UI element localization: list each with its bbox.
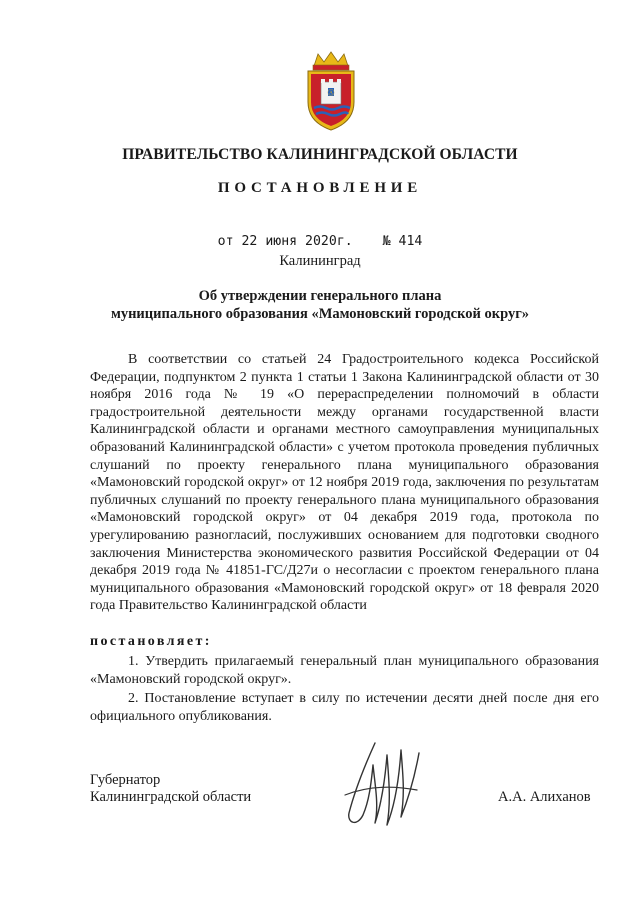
coat-of-arms-emblem <box>300 50 362 132</box>
date-month: июня <box>265 234 298 249</box>
handwritten-signature <box>335 735 425 835</box>
document-type: ПОСТАНОВЛЕНИЕ <box>217 180 423 196</box>
city-name: Калининград <box>279 253 361 269</box>
title-line-2: муниципального образования «Мамоновский городской округ» <box>110 306 530 322</box>
number-sign: № <box>382 234 391 249</box>
signatory-name: А.А. Алиханов <box>498 789 591 805</box>
date-year: 2020 <box>305 234 337 249</box>
svg-text:Ⓐ: Ⓐ <box>327 89 335 97</box>
signatory-role <box>90 772 251 806</box>
date-number-line <box>0 234 640 249</box>
government-name: ПРАВИТЕЛЬСТВО КАЛИНИНГРАДСКОЙ ОБЛАСТИ <box>122 146 518 163</box>
title-line-1: Об утверждении генерального плана <box>198 288 442 304</box>
date-year-suffix: г. <box>336 234 353 249</box>
date-prefix: от <box>217 234 234 249</box>
signatory-role-line-1: Губернатор <box>90 772 161 788</box>
preamble-paragraph: В соответствии со статьей 24 Градостроительного кодекса Российской Федерации, подпунктом 2 пункта 1 статьи 1 Закона Калининградской области от 30 ноября 2016 года № 19 «О перераспределении полномочий в области градостроительной деятельности между органами государственной власти Калининградской области и органами местного самоуправления муниципальных образований Калининградской области» с учетом протокола проведения публичных слушаний по проекту генерального плана муниципального образования «Мамоновский городской округ» от 12 ноября 2019 года, заключения по результатам публичных слушаний по проекту генерального плана муниципального образования «Мамоновский городской округ» от 04 декабря 2019 года, протокола по урегулированию разногласий, послуживших основанием для подготовки сводного заключения Министерства экономического развития Российской Федерации от 04 декабря 2019 года № 41851-ГС/Д27и о несогласии с проектом генерального плана муниципального образования «Мамоновский городской округ» от 18 февраля 2020 года Правительство Калининградской области <box>90 352 599 614</box>
document-number: 414 <box>398 234 423 249</box>
resolves-word: постановляет: <box>90 634 212 649</box>
item-2-paragraph: 2. Постановление вступает в силу по истечении десяти дней после дня его официального опубликования. <box>90 691 599 724</box>
date-day: 22 <box>241 234 258 249</box>
item-1-paragraph: 1. Утвердить прилагаемый генеральный план муниципального образования «Мамоновский городской округ». <box>90 654 599 687</box>
signatory-role-line-2: Калининградской области <box>90 789 252 805</box>
document-title <box>0 287 640 323</box>
